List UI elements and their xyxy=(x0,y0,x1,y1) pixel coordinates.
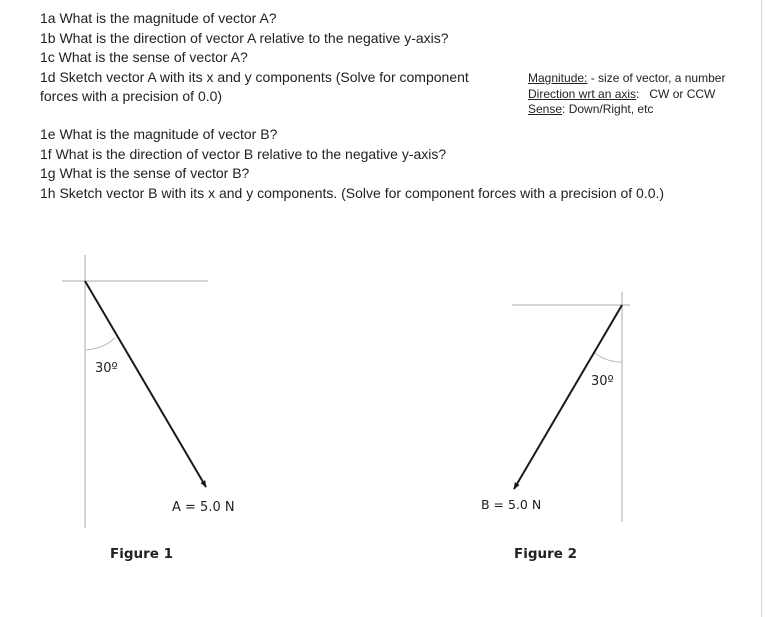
figure-1-angle-label: 30º xyxy=(95,361,118,376)
legend-magnitude-term: Magnitude: xyxy=(528,71,588,85)
page-edge-divider xyxy=(761,0,762,617)
legend-sense-term: Sense xyxy=(528,102,563,116)
figure-1-caption: Figure 1 xyxy=(110,546,174,562)
question-1d-continued: forces with a precision of 0.0) xyxy=(40,88,223,104)
question-1e: 1e What is the magnitude of vector B? xyxy=(40,126,278,142)
vector-b-arrow xyxy=(514,305,622,489)
legend-direction-term: Direction wrt an axis xyxy=(528,86,637,101)
figure-2-angle-arc xyxy=(594,352,622,362)
vector-a-label: A = 5.0 N xyxy=(172,500,235,515)
question-1a: 1a What is the magnitude of vector A? xyxy=(40,10,277,26)
figure-1 xyxy=(62,255,235,562)
question-1h: 1h Sketch vector B with its x and y components. (Solve for component forces with a precision of 0.0.) xyxy=(40,184,665,201)
question-1g: 1g What is the sense of vector B? xyxy=(40,165,250,181)
figure-2 xyxy=(481,292,630,562)
figure-2-angle-label: 30º xyxy=(591,374,614,389)
legend-magnitude-desc: - size of vector, a number xyxy=(587,71,726,85)
question-1f: 1f What is the direction of vector B relative to the negative y-axis? xyxy=(40,145,447,162)
question-1c: 1c What is the sense of vector A? xyxy=(40,49,248,65)
question-1d: 1d Sketch vector A with its x and y components (Solve for component xyxy=(40,68,469,85)
legend-sense-desc: : Down/Right, etc xyxy=(562,102,654,116)
question-1b: 1b What is the direction of vector A relative to the negative y-axis? xyxy=(40,29,449,46)
vector-a-arrow xyxy=(85,281,206,487)
legend-direction-desc: : CW or CCW xyxy=(636,86,716,101)
figure-2-caption: Figure 2 xyxy=(514,546,578,562)
figure-1-angle-arc xyxy=(85,338,115,350)
vector-b-label: B = 5.0 N xyxy=(481,497,542,512)
